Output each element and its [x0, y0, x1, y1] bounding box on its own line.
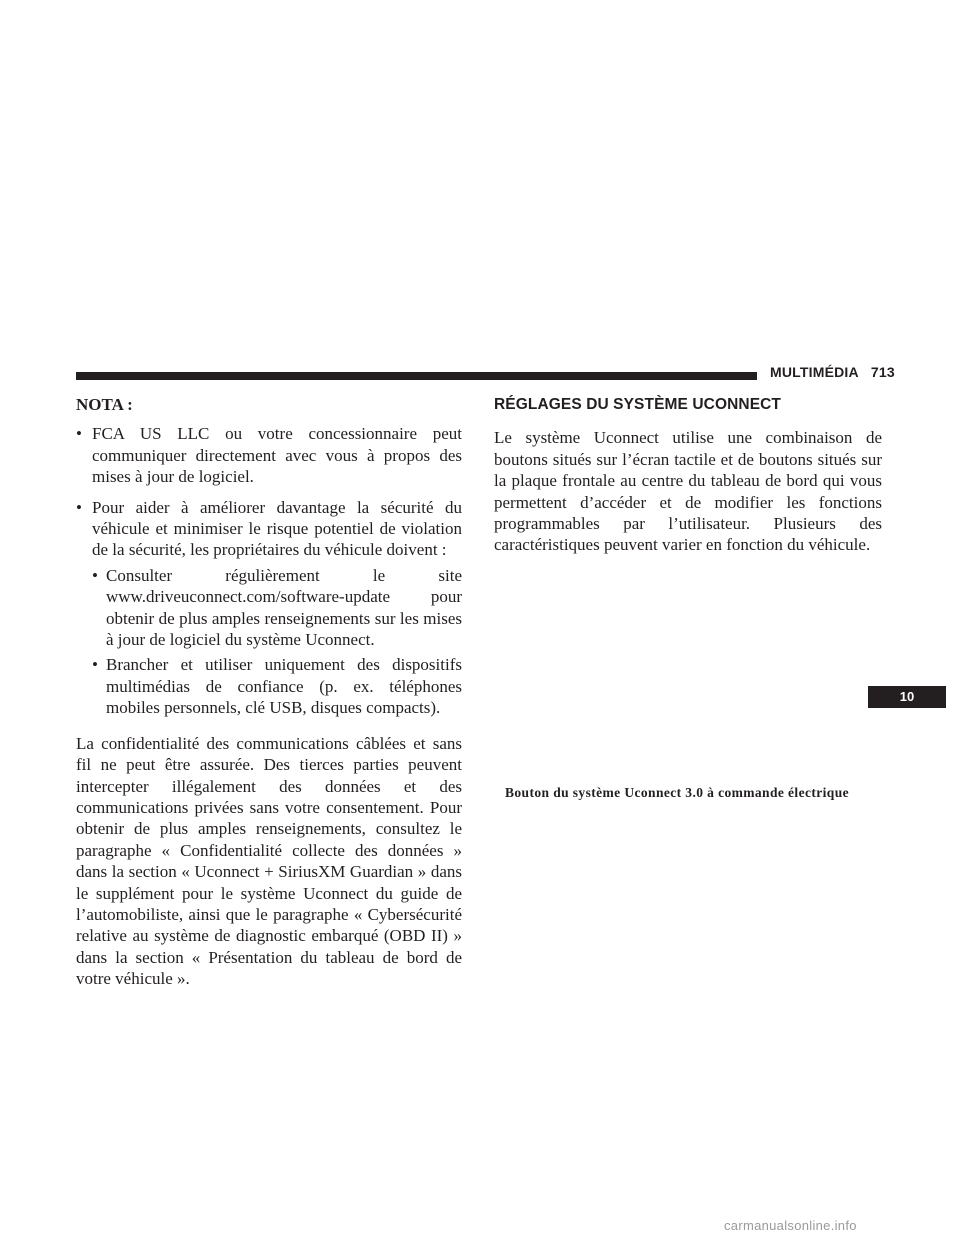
nota-sub-bullet-item: [92, 654, 462, 718]
figure-caption: Bouton du système Uconnect 3.0 à commande électrique: [505, 785, 850, 800]
nota-sub-bullet-text: Brancher et utiliser uniquement des dispositifs multimédias de confiance (p. ex. téléphones mobiles personnels, clé USB, disques compacts).: [106, 655, 462, 718]
nota-bullet-item: [76, 497, 462, 719]
right-column: [494, 394, 882, 556]
left-column: [76, 394, 462, 990]
section-heading: RÉGLAGES DU SYSTÈME UCONNECT: [494, 396, 781, 413]
nota-sub-bullet-list: [92, 565, 462, 719]
nota-bullet-list: [76, 423, 462, 718]
page-number: 713: [870, 364, 895, 380]
header-rule: [76, 372, 757, 380]
privacy-paragraph: La confidentialité des communications câblées et sans fil ne peut être assurée. Des tierces parties peuvent intercepter illégalement des données et des communications privées sans votre consentement. Pour obtenir de plus amples renseignements, consultez le paragraphe « Confidentialité collecte des données » dans la section « Uconnect + SiriusXM Guardian » dans le supplément pour le système Uconnect du guide de l’automobiliste, ainsi que le paragraphe « Cybersécurité relative au système de diagnostic embarqué (OBD II) » dans la section « Présentation du tableau de bord de votre véhicule ».: [76, 733, 462, 989]
chapter-tab: 10: [868, 686, 946, 708]
watermark-text: carmanualsonline.info: [724, 1218, 857, 1233]
nota-label: NOTA :: [76, 395, 133, 414]
nota-bullet-item: [76, 423, 462, 487]
nota-bullet-text: FCA US LLC ou votre concessionnaire peut communiquer directement avec vous à propos des mises à jour de logiciel.: [92, 424, 462, 487]
header-section-title: MULTIMÉDIA: [770, 364, 859, 380]
section-body-text: Le système Uconnect utilise une combinaison de boutons situés sur l’écran tactile et de boutons situés sur la plaque frontale au centre du tableau de bord qui vous permettent d’accéder et de modifier les fonctions programmables par l’utilisateur. Plusieurs des caractéristiques peuvent varier en fonction du véhicule.: [494, 428, 882, 555]
running-header: [770, 364, 895, 380]
nota-bullet-text: Pour aider à améliorer davantage la sécurité du véhicule et minimiser le risque potentiel de violation de la sécurité, les propriétaires du véhicule doivent :: [92, 497, 462, 560]
nota-sub-bullet-text: Consulter régulièrement le site www.driveuconnect.com/software-update pour obtenir de plus amples renseignements sur les mises à jour de logiciel du système Uconnect.: [106, 565, 462, 650]
nota-sub-bullet-item: [92, 565, 462, 651]
